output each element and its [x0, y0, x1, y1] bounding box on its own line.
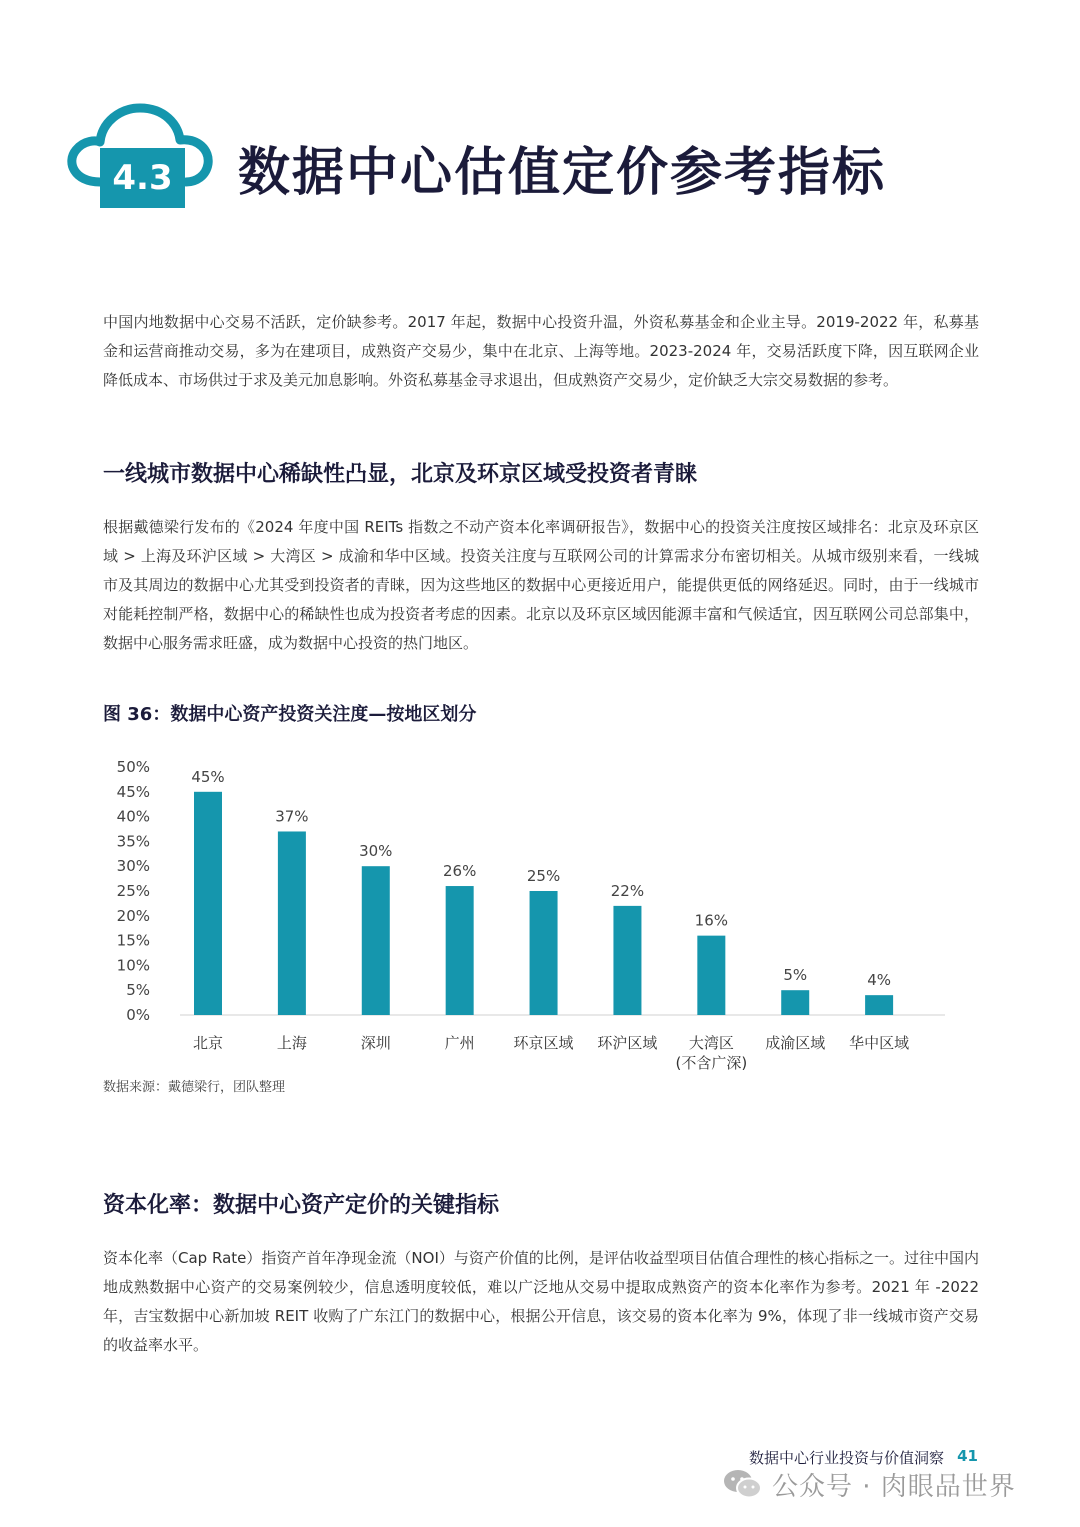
figure-source: 数据来源：戴德梁行，团队整理: [103, 1080, 286, 1095]
bar: [362, 866, 390, 1015]
bar: [194, 792, 222, 1015]
y-tick-label: 30%: [116, 857, 150, 876]
bar-value-label: 37%: [275, 807, 309, 826]
bar-value-label: 30%: [359, 842, 393, 861]
x-tick-label: 北京: [192, 1034, 224, 1052]
watermark: [722, 1466, 1016, 1502]
bar-value-label: 16%: [694, 911, 729, 930]
bar-value-label: 26%: [442, 862, 477, 881]
section-title: 数据中心估值定价参考指标: [238, 143, 887, 203]
page-number: 41: [957, 1447, 978, 1465]
y-tick-label: 40%: [116, 807, 150, 826]
y-tick-label: 50%: [116, 758, 150, 776]
bar: [278, 831, 306, 1015]
x-tick-label: 成渝区域: [765, 1034, 826, 1052]
figure-title: 图 36：数据中心资产投资关注度—按地区划分: [103, 704, 477, 725]
bar-value-label: 25%: [526, 867, 561, 885]
intro-paragraph: 中国内地数据中心交易不活跃，定价缺参考。2017 年起，数据中心投资升温，外资私募基金和企业主导。2019-2022 年，私募基金和运营商推动交易，多为在建项目，成熟资产交易少，集中在北京、上海等地。2023-2024 年，交易活跃度下降，因互联网企业降低成本、市场供过于求及美元加息影响。外资私募基金寻求退出，但成熟资产交易少，定价缺乏大宗交易数据的参考。: [103, 313, 979, 389]
subheading-cap-rate: 资本化率：数据中心资产定价的关键指标: [103, 1193, 500, 1218]
watermark-text: 公众号 · 肉眼品世界: [772, 1471, 1016, 1502]
y-tick-label: 35%: [116, 832, 150, 851]
x-tick-label: 深圳: [360, 1034, 391, 1052]
y-tick-label: 0%: [126, 1006, 150, 1024]
x-tick-label: 广州: [444, 1034, 475, 1052]
wechat-icon: [722, 1467, 764, 1501]
first-tier-paragraph: 根据戴德梁行发布的《2024 年度中国 REITs 指数之不动产资本化率调研报告》，数据中心的投资关注度按区域排名：北京及环京区域 > 上海及环沪区域 > 大湾区 > 成渝和华中区域。投资关注度与互联网公司的计算需求分布密切相关。从城市级别来看，一线城市及其周边的数据中心尤其受到投资者的青睐，因为这些地区的数据中心更接近用户，能提供更低的网络延迟。同时，由于一线城市对能耗控制严格，数据中心的稀缺性也成为投资者考虑的因素。北京以及环京区域因能源丰富和气候适宜，因互联网公司总部集中，数据中心服务需求旺盛，成为数据中心投资的热门地区。: [103, 518, 979, 652]
bar-chart: [100, 750, 960, 1080]
section-header: [60, 100, 1020, 220]
x-tick-label: 上海: [276, 1034, 307, 1052]
x-tick-label: (不含广深): [675, 1054, 748, 1072]
bar-value-label: 45%: [191, 767, 225, 786]
bar: [865, 995, 893, 1015]
y-tick-label: 5%: [126, 981, 150, 1000]
y-tick-label: 10%: [116, 956, 150, 975]
x-tick-label: 环沪区域: [597, 1034, 658, 1052]
bar-value-label: 4%: [867, 971, 892, 990]
x-tick-label: 大湾区: [688, 1034, 734, 1052]
footer-report-title: 数据中心行业投资与价值洞察: [748, 1449, 944, 1467]
y-tick-label: 20%: [116, 906, 150, 925]
y-tick-label: 45%: [116, 782, 150, 801]
bar: [530, 891, 558, 1015]
y-tick-label: 15%: [116, 931, 150, 950]
bar: [781, 990, 809, 1015]
bar: [613, 906, 641, 1015]
x-tick-label: 华中区域: [849, 1034, 910, 1052]
section-number: 4.3: [112, 158, 173, 198]
bar: [697, 936, 725, 1015]
cap-rate-paragraph: 资本化率（Cap Rate）指资产首年净现金流（NOI）与资产价值的比例，是评估收益型项目估值合理性的核心指标之一。过往中国内地成熟数据中心资产的交易案例较少，信息透明度较低，难以广泛地从交易中提取成熟资产的资本化率作为参考。2021 年 -2022 年，吉宝数据中心新加坡 REIT 收购了广东江门的数据中心，根据公开信息，该交易的资本化率为 9%，体现了非一线城市资产交易的收益率水平。: [103, 1249, 979, 1354]
subheading-first-tier-cities: 一线城市数据中心稀缺性凸显，北京及环京区域受投资者青睐: [103, 462, 698, 487]
y-tick-label: 25%: [116, 882, 150, 900]
bar-value-label: 5%: [783, 966, 808, 985]
x-tick-label: 环京区域: [513, 1034, 574, 1052]
bar-value-label: 22%: [610, 881, 645, 900]
bar: [446, 886, 474, 1015]
